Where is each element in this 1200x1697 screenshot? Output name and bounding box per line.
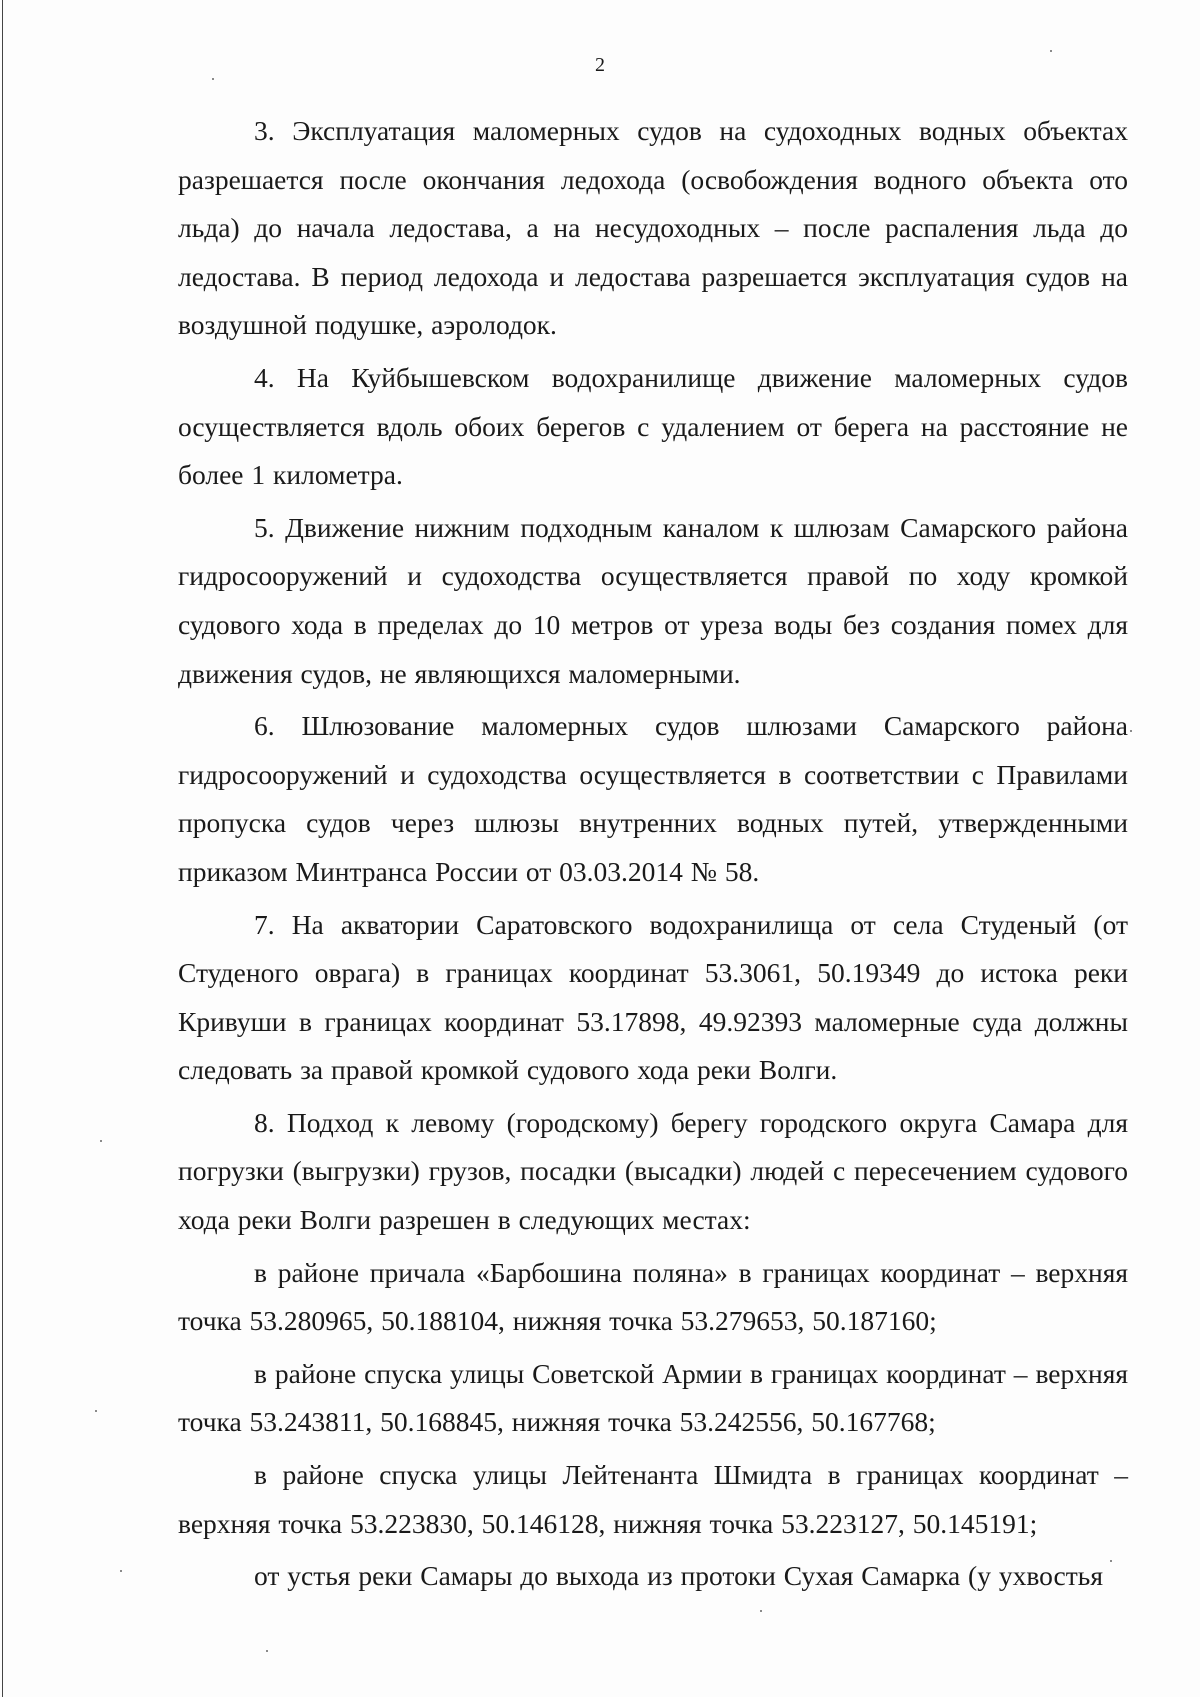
location-leytenanta-shmidta: в районе спуска улицы Лейтенанта Шмидта в границах координат – верхняя точка 53.223830, 50.146128, нижняя точка 53.223127, 50.145191; — [178, 1459, 1128, 1539]
paragraph-6: 6. Шлюзование маломерных судов шлюзами Самарского района гидросооружений и судоходства осуществляется в соответствии с Правилами пропуска судов через шлюзы внутренних водных путей, утвержденными приказом Минтранса России от 03.03.2014 № 58. — [178, 710, 1128, 887]
paragraph-5: 5. Движение нижним подходным каналом к шлюзам Самарского района гидросооружений и судоходства осуществляется правой по ходу кромкой судового хода в пределах до 10 метров от уреза воды без создания помех для движения судов, не являющихся маломерными. — [178, 511, 1128, 689]
scan-speck — [760, 1610, 762, 1612]
page-left-edge-line — [2, 0, 3, 1697]
paragraph-4: 4. На Куйбышевском водохранилище движение маломерных судов осуществляется вдоль обоих берегов с удалением от берега на расстояние не более 1 километра. — [178, 361, 1128, 491]
location-barboshina-polyana: в районе причала «Барбошина поляна» в границах координат – верхняя точка 53.280965, 50.188104, нижняя точка 53.279653, 50.187160; — [178, 1256, 1128, 1337]
paragraph-7: 7. На акватории Саратовского водохранилища от села Студеный (от Студеного оврага) в границах координат 53.3061, 50.19349 до истока реки Кривуши в границах координат 53.17898, 49.92393 маломерные суда должны следовать за правой кромкой судового хода реки Волги. — [178, 908, 1128, 1086]
paragraph-3: 3. Эксплуатация маломерных судов на судоходных водных объектах разрешается после окончания ледохода (освобождения водного объекта ото льда) до начала ледостава, а на несудоходных – после распаления льда до ледостава. В период ледохода и ледостава разрешается эксплуатация судов на воздушной подушке, аэролодок. — [178, 115, 1128, 341]
document-body — [178, 107, 1128, 1605]
location-sovetskoy-armii: в районе спуска улицы Советской Армии в границах координат – верхняя точка 53.243811, 50.168845, нижняя точка 53.242556, 50.167768; — [178, 1357, 1128, 1438]
scan-speck — [120, 1570, 122, 1572]
scan-speck — [1110, 1560, 1112, 1562]
scan-speck — [95, 1410, 97, 1412]
scan-speck — [1050, 50, 1052, 52]
paragraph-8: 8. Подход к левому (городскому) берегу городского округа Самара для погрузки (выгрузки) грузов, посадки (высадки) людей с пересечением судового хода реки Волги разрешен в следующих местах: — [178, 1106, 1128, 1236]
scan-speck — [266, 1650, 268, 1652]
scan-speck — [1130, 730, 1132, 732]
scan-speck — [100, 1140, 102, 1142]
location-samara-river-mouth: от устья реки Самары до выхода из протоки Сухая Самарка (у ухвостья — [254, 1560, 1103, 1592]
scan-speck — [212, 78, 214, 80]
page-number: 2 — [595, 54, 605, 76]
